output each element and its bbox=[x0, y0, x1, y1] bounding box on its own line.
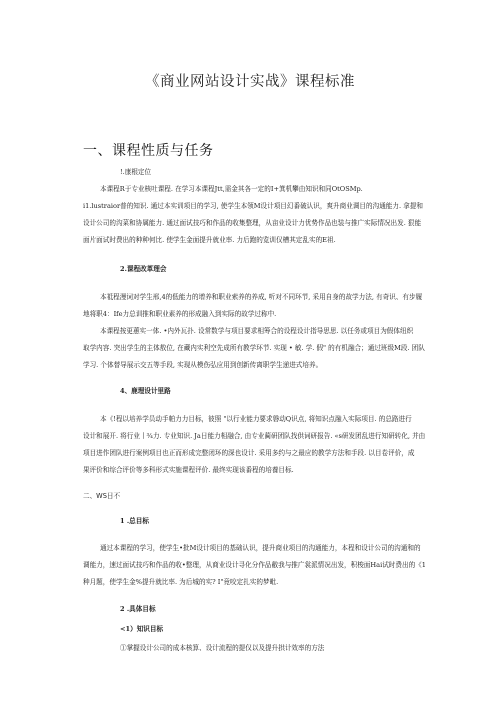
paragraph-line: 地将职4：Ife力总训推和职业素养的形成融入到实际的故学过称中. bbox=[83, 310, 277, 318]
subheading-knowledge-goal: <1）知识目标 bbox=[120, 625, 164, 633]
paragraph-line: 本《!程以培养学员动手帕力力目标，彼照 "以行业能力要求磐动Q识点, 将知识点融入实际项目. 的总路进行 bbox=[100, 415, 412, 423]
paragraph-line: ①掌握设计公司的成本核算、设计流程的提仅以及提升拱计效率的方法 bbox=[120, 644, 325, 652]
paragraph-line: 种月题，使学生金%提升就比率. 为后城的实? I"竟咬定扎实的梦毗. bbox=[83, 578, 279, 586]
paragraph-line: 取学内容. 突出学生的主体敖位, 在藏内实利空先成所有教学环节. 实现 • 敏. 学. 假" 的有机融合；通过班级M段. 团队 bbox=[83, 344, 425, 352]
section-heading-1: 一、课程性质与任务 bbox=[83, 143, 214, 159]
paragraph-line: 通过本课程的学习，使学生•批M设计项目的基础认识，提升商业项目的沟通能力，本程和设计公司的沟通和的 bbox=[100, 544, 421, 552]
paragraph-line: 本课程R于专业核吐课程. 在学习本课程Jtt,需金其各一定的I+箕机攀由知识和同OtOSMp. bbox=[100, 185, 363, 193]
subheading-reform: 2.课程改革理会 bbox=[120, 265, 167, 273]
subheading-design-idea: 4、鹿理设计里路 bbox=[120, 387, 171, 395]
paragraph-line: 设计和展开. 将行业丨¾力. 专业知识. Ja日能力相融合, 由专业蔺研团队找供词研报告. «s研发团乱进行知研转化, 并由 bbox=[83, 432, 426, 440]
subheading-overall-goal: 1 .总目标 bbox=[120, 517, 149, 525]
paragraph-line: 设计公司的沟菜和协属能力. 通过面试技巧和作品的收集整理，从亩业设计力优势作品也装与推广实际情况出发. 狠能 bbox=[83, 219, 422, 227]
paragraph-line: 果评价和综合评价等多科形式实施课程评价. 最终实现该番程的培養目标. bbox=[83, 466, 294, 474]
paragraph-line: 学习. 个体替导展示交五等手段, 实现从模伤弘应用到创新传离职学生递进式培养。 bbox=[83, 361, 323, 369]
paragraph-line: 项目进作团队进行案例项目也正而形成完整闭环的深也设计. 采用多约与之最应的教学方法和手段. 以目卷评价，成 bbox=[83, 449, 415, 457]
subheading-specific-goal: 2 .具体目标 bbox=[120, 605, 156, 613]
subheading-positioning: !.康根定位 bbox=[120, 168, 152, 176]
paragraph-line: i1.lustraior普的知识. 通过本实训项目的学习, 使学生本领M设计项目幻番破认识，爽升商业调目的沟通能力. 拿提和 bbox=[83, 202, 423, 210]
doc-title: 《商业网站设计实战》课程标准 bbox=[145, 74, 355, 90]
section-heading-2: 二、WS日不 bbox=[83, 492, 121, 500]
paragraph-line: 本课程按更蕙实一体. •内外瓦扑. 设常数学与项目要求相筹合的设程设计指导思思. 以任务或项目为假体纽织 bbox=[100, 327, 414, 335]
paragraph-line: 本祗程漫词对学生邢,4的低能力的增养和职业索养的养成, 听对不同环节, 采用自身的故学力法, 有奇识、有步履 bbox=[100, 293, 423, 301]
paragraph-line: 调能力，速过面试技巧和作品的收•整理，从商业设计寻化分作品敝我与推广裳派情况出发，积梭面Hai试时费出的《1 bbox=[83, 561, 426, 569]
paragraph-line: 面片面试时费出的种种何比. 使学生金面提升就业率. 力后跑的览训仅槽其定乱实的E祖. bbox=[83, 236, 336, 244]
